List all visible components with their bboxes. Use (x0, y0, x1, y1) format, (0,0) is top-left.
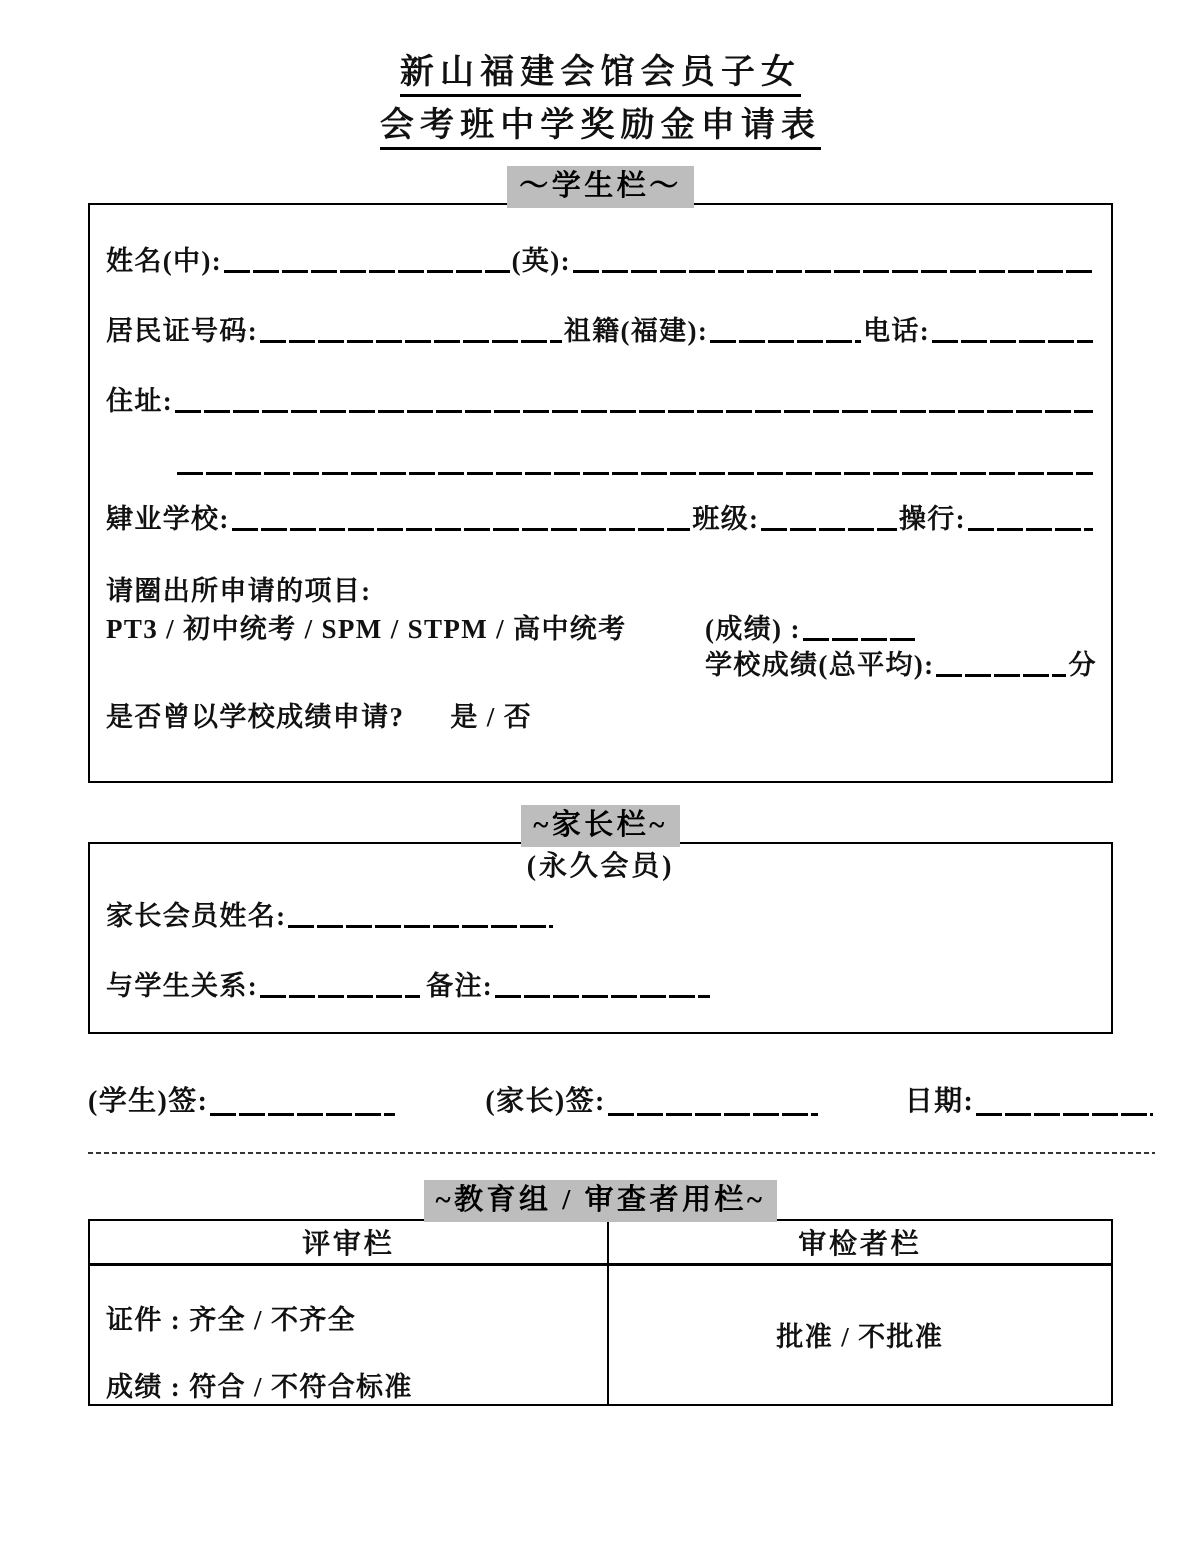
form-title (88, 46, 1113, 152)
circle-instruction: 请圈出所申请的项目: (106, 576, 372, 606)
member-name-blank (288, 925, 553, 928)
address-blank-line2 (177, 472, 1093, 475)
exam-options: PT3 / 初中统考 / SPM / STPM / 高中统考 (106, 614, 627, 644)
review-table (88, 1219, 1113, 1406)
class-label: 班级: (692, 504, 760, 534)
title-line-1: 新山福建会馆会员子女 (400, 54, 801, 97)
review-cell (89, 1264, 608, 1405)
name-en-label: (英): (511, 246, 571, 276)
title-line-2: 会考班中学奖励金申请表 (380, 107, 821, 150)
title-line-1-wrap (88, 46, 1113, 99)
school-row (106, 503, 1095, 535)
name-cn-blank (224, 270, 510, 273)
ic-label: 居民证号码: (106, 316, 259, 346)
approval-options: 批准 / 不批准 (776, 1322, 944, 1352)
student-section-box (88, 203, 1113, 783)
review-table-body-row (89, 1264, 1112, 1405)
parent-subtitle: (永久会员) (526, 851, 675, 882)
result-group (705, 613, 1095, 645)
prior-options: 是 / 否 (450, 702, 533, 732)
result-blank (803, 638, 915, 641)
remark-label: 备注: (426, 971, 494, 1001)
name-cn-label: 姓名(中): (106, 246, 223, 276)
prior-question: 是否曾以学校成绩申请? (106, 702, 405, 732)
address-blank-line1 (175, 410, 1093, 413)
name-row (106, 245, 1095, 277)
student-sign-label: (学生)签: (88, 1086, 209, 1117)
parent-section-header: ~家长栏~ (521, 805, 680, 847)
member-name-label: 家长会员姓名: (106, 901, 287, 931)
school-avg-label: 学校成绩(总平均): (705, 650, 935, 680)
student-section-header: ～学生栏～ (507, 166, 693, 208)
exam-options-row (106, 613, 1095, 645)
school-blank (232, 528, 691, 531)
conduct-label: 操行: (898, 504, 966, 534)
remark-blank (495, 995, 710, 998)
review-table-header-row (89, 1220, 1112, 1264)
form-sheet (88, 0, 1113, 1406)
name-en-blank (573, 270, 1093, 273)
documents-check-line: 证件 : 齐全 / 不齐全 (106, 1304, 357, 1335)
circle-instruction-row (106, 575, 1095, 607)
school-avg-blank (936, 674, 1066, 677)
relation-blank (260, 995, 420, 998)
relation-row (106, 970, 1095, 1002)
origin-blank (710, 340, 861, 343)
results-check-line: 成绩 : 符合 / 不符合标准 (106, 1371, 413, 1402)
relation-label: 与学生关系: (106, 971, 259, 1001)
date-blank (976, 1113, 1153, 1116)
ic-blank (260, 340, 562, 343)
member-name-row (106, 900, 1095, 932)
origin-label: 祖籍(福建): (563, 316, 709, 346)
conduct-blank (968, 528, 1093, 531)
parent-section-header-wrap (88, 805, 1113, 847)
signature-row (88, 1084, 1155, 1120)
office-section-header-wrap (88, 1180, 1113, 1222)
address-row (106, 385, 1095, 417)
parent-sign-blank (608, 1113, 818, 1116)
address-label: 住址: (106, 386, 174, 416)
student-section-header-wrap (88, 166, 1113, 208)
approver-column-header: 审检者栏 (608, 1220, 1112, 1264)
prior-application-row (106, 701, 1095, 733)
approver-cell (608, 1264, 1112, 1405)
phone-blank (932, 340, 1093, 343)
phone-label: 电话: (863, 316, 931, 346)
parent-section-box (88, 842, 1113, 1034)
school-label: 肄业学校: (106, 504, 230, 534)
dashed-separator (88, 1152, 1155, 1154)
date-label: 日期: (904, 1086, 975, 1117)
school-average-row (106, 649, 1095, 681)
student-sign-blank (210, 1113, 395, 1116)
result-label: (成绩) : (705, 614, 801, 644)
parent-sign-label: (家长)签: (485, 1086, 606, 1117)
review-column-header: 评审栏 (89, 1220, 608, 1264)
school-avg-unit: 分 (1068, 650, 1097, 680)
title-line-2-wrap (88, 99, 1113, 152)
class-blank (761, 528, 897, 531)
address-row-2 (106, 472, 1095, 479)
ic-row (106, 315, 1095, 347)
office-section-header: ~教育组 / 审查者用栏~ (424, 1180, 778, 1222)
